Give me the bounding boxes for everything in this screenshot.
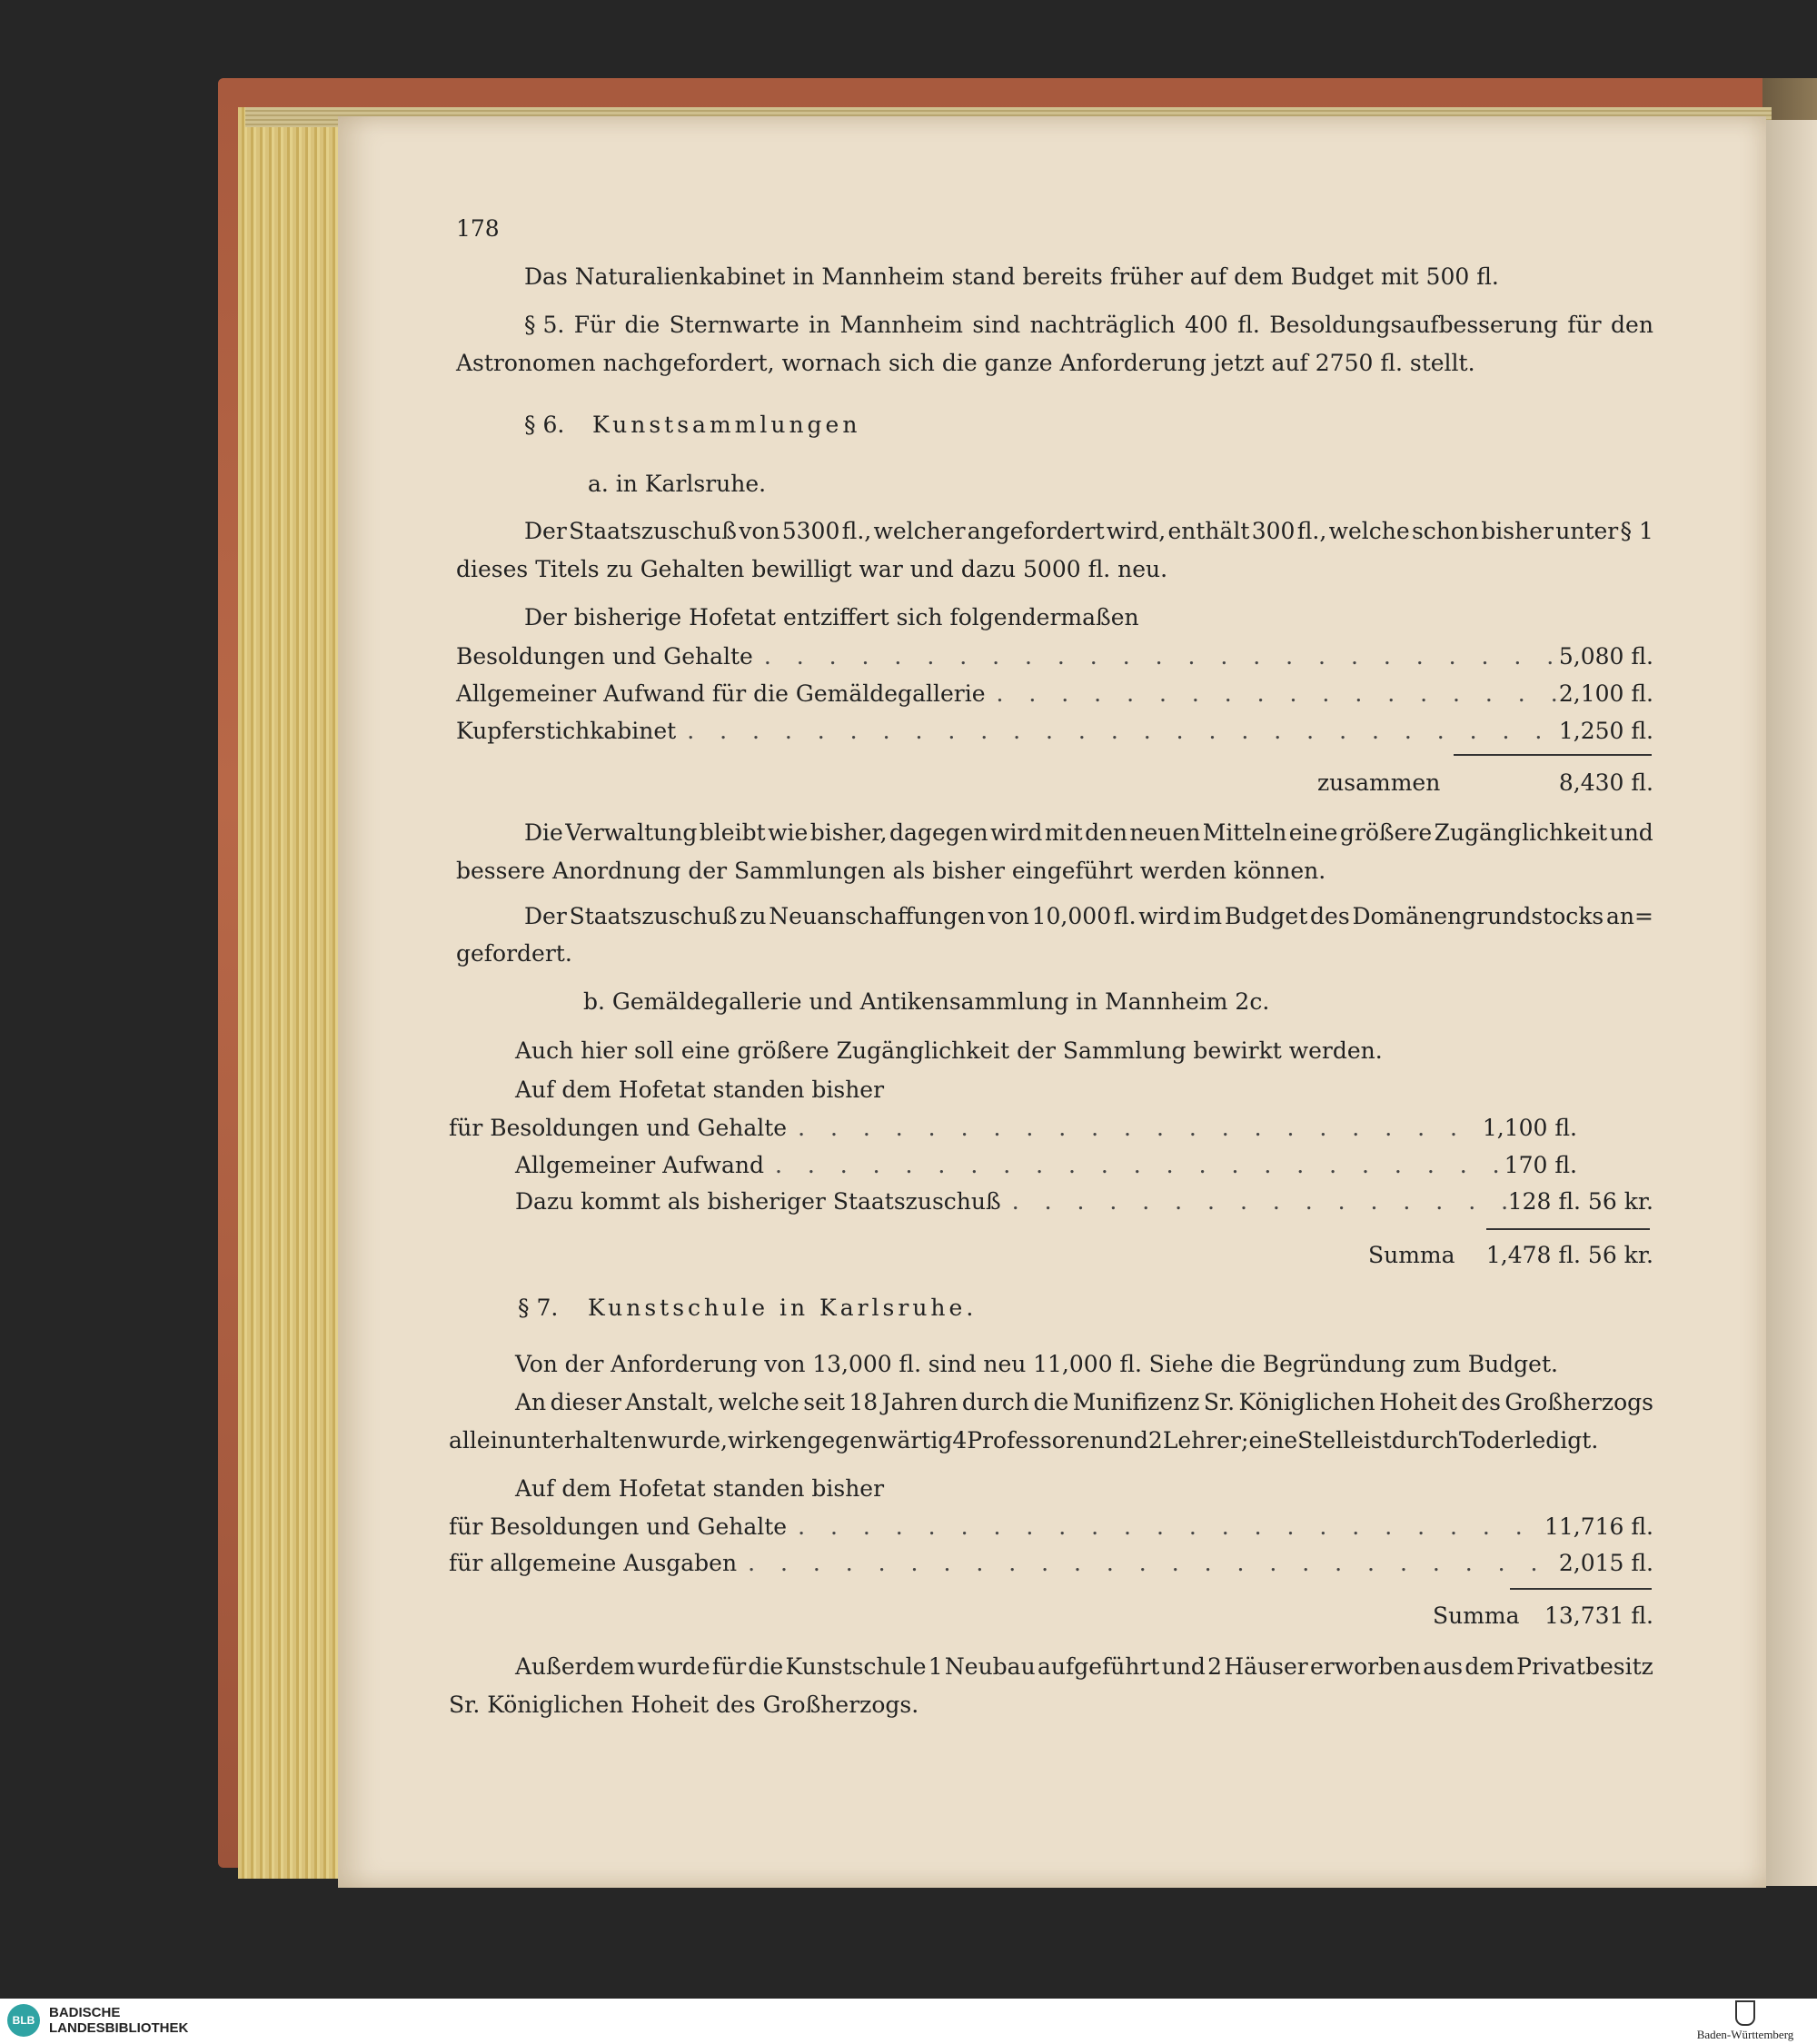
table1-sum-rule: [1454, 754, 1652, 756]
table3-sum-value: 13,731 fl.: [1544, 1602, 1653, 1629]
table3-row: für Besoldungen und Gehalte . . . 11,716 fl.: [449, 1512, 1653, 1543]
facing-page-edge: [1766, 120, 1817, 1886]
table1-row: Besoldungen und Gehalte . . . 5,080 fl.: [456, 641, 1653, 672]
table3-sum-label: Summa: [1433, 1602, 1520, 1629]
paragraph-sternwarte-line1: § 5. Für die Sternwarte in Mannheim sind nachträglich 400 fl. Besoldungsaufbesserung für den: [524, 312, 1653, 338]
page-edges: [238, 107, 347, 1879]
table1-row: Kupferstichkabinet . . . 1,250 fl.: [456, 716, 1653, 747]
baden-wuerttemberg-logo[interactable]: [1677, 2000, 1813, 2042]
section-6-number: § 6.: [524, 412, 565, 438]
section-7-title: Kunstschule in Karlsruhe.: [588, 1295, 978, 1321]
baden-wuerttemberg-label: Baden-Württemberg: [1696, 2028, 1794, 2041]
paragraph-anstalt-line2: allein unterhalten wurde, wirken gegenwärtig 4 Professoren und 2 Lehrer; eine Stelle ist durch Tod erledigt.: [449, 1427, 1599, 1454]
table1-sum-label: zusammen: [1317, 769, 1441, 796]
paragraph-staatszuschuss-line1: Der Staatszuschuß von 5300 fl., welcher angefordert wird, enthält 300 fl., welche schon bisher unter § 1: [524, 518, 1653, 544]
library-name-line2: LANDESBIBLIOTHEK: [49, 2020, 189, 2036]
table2-sum-label: Summa: [1368, 1242, 1455, 1268]
subsection-6b-title: b. Gemäldegallerie und Antikensammlung in Mannheim 2c.: [583, 988, 1270, 1015]
paragraph-anforderung: Von der Anforderung von 13,000 fl. sind neu 11,000 fl. Siehe die Begründung zum Budget.: [515, 1351, 1558, 1377]
table2-row: für Besoldungen und Gehalte . . . 1,100 fl.: [449, 1113, 1577, 1144]
paragraph-hofetat-6b-intro: Auf dem Hofetat standen bisher: [515, 1077, 885, 1103]
paragraph-neuanschaffungen-line2: gefordert.: [456, 940, 572, 967]
table3-sum-rule: [1510, 1588, 1652, 1590]
blb-logo-icon[interactable]: BLB: [7, 2004, 40, 2037]
paragraph-anstalt-line1: An dieser Anstalt, welche seit 18 Jahren durch die Munifizenz Sr. Königlichen Hoheit des Großherzogs: [515, 1389, 1653, 1415]
paragraph-verwaltung-line1: Die Verwaltung bleibt wie bisher, dagegen wird mit den neuen Mitteln eine größere Zugänglichkeit und: [524, 819, 1653, 846]
paragraph-neuanschaffungen-line1: Der Staatszuschuß zu Neuanschaffungen von 10,000 fl. wird im Budget des Domänengrundstocks an=: [524, 903, 1653, 929]
library-name[interactable]: [49, 2005, 188, 2036]
paragraph-naturalienkabinet: Das Naturalienkabinet in Mannheim stand bereits früher auf dem Budget mit 500 fl.: [524, 263, 1499, 290]
table3-row: für allgemeine Ausgaben . . . 2,015 fl.: [449, 1548, 1653, 1579]
subsection-6a-title: a. in Karlsruhe.: [588, 471, 767, 497]
coat-of-arms-icon: [1735, 2000, 1755, 2026]
table1-row: Allgemeiner Aufwand für die Gemäldegallerie . . . 2,100 fl.: [456, 679, 1653, 709]
page-text: [338, 116, 1766, 1888]
viewer-footer: [0, 1999, 1817, 2044]
paragraph-staatszuschuss-line2: dieses Titels zu Gehalten bewilligt war und dazu 5000 fl. neu.: [456, 556, 1168, 582]
page-number: 178: [456, 215, 500, 242]
paragraph-hofetat-intro: Der bisherige Hofetat entziffert sich folgendermaßen: [524, 604, 1139, 630]
table2-row: Dazu kommt als bisheriger Staatszuschuß . . . 128 fl. 56 kr.: [515, 1186, 1653, 1217]
section-6-title: Kunstsammlungen: [592, 412, 861, 438]
paragraph-verwaltung-line2: bessere Anordnung der Sammlungen als bisher eingeführt werden können.: [456, 858, 1326, 884]
book-page: [338, 116, 1766, 1888]
table2-sum-rule: [1486, 1228, 1650, 1230]
paragraph-neubau-line2: Sr. Königlichen Hoheit des Großherzogs.: [449, 1692, 919, 1718]
table1-sum-value: 8,430 fl.: [1558, 769, 1653, 796]
paragraph-zugaenglichkeit: Auch hier soll eine größere Zugänglichkeit der Sammlung bewirkt werden.: [515, 1037, 1383, 1064]
library-name-line1: BADISCHE: [49, 2005, 121, 2020]
paragraph-sternwarte-line2: Astronomen nachgefordert, wornach sich die ganze Anforderung jetzt auf 2750 fl. stellt.: [456, 350, 1475, 376]
table2-sum-value: 1,478 fl. 56 kr.: [1485, 1242, 1653, 1268]
section-7-number: § 7.: [518, 1295, 559, 1321]
table2-row: Allgemeiner Aufwand . . . 170 fl.: [515, 1150, 1577, 1181]
paragraph-hofetat-7-intro: Auf dem Hofetat standen bisher: [515, 1475, 885, 1502]
paragraph-neubau-line1: Außerdem wurde für die Kunstschule 1 Neubau aufgeführt und 2 Häuser erworben aus dem Privatbesitz: [515, 1653, 1653, 1680]
